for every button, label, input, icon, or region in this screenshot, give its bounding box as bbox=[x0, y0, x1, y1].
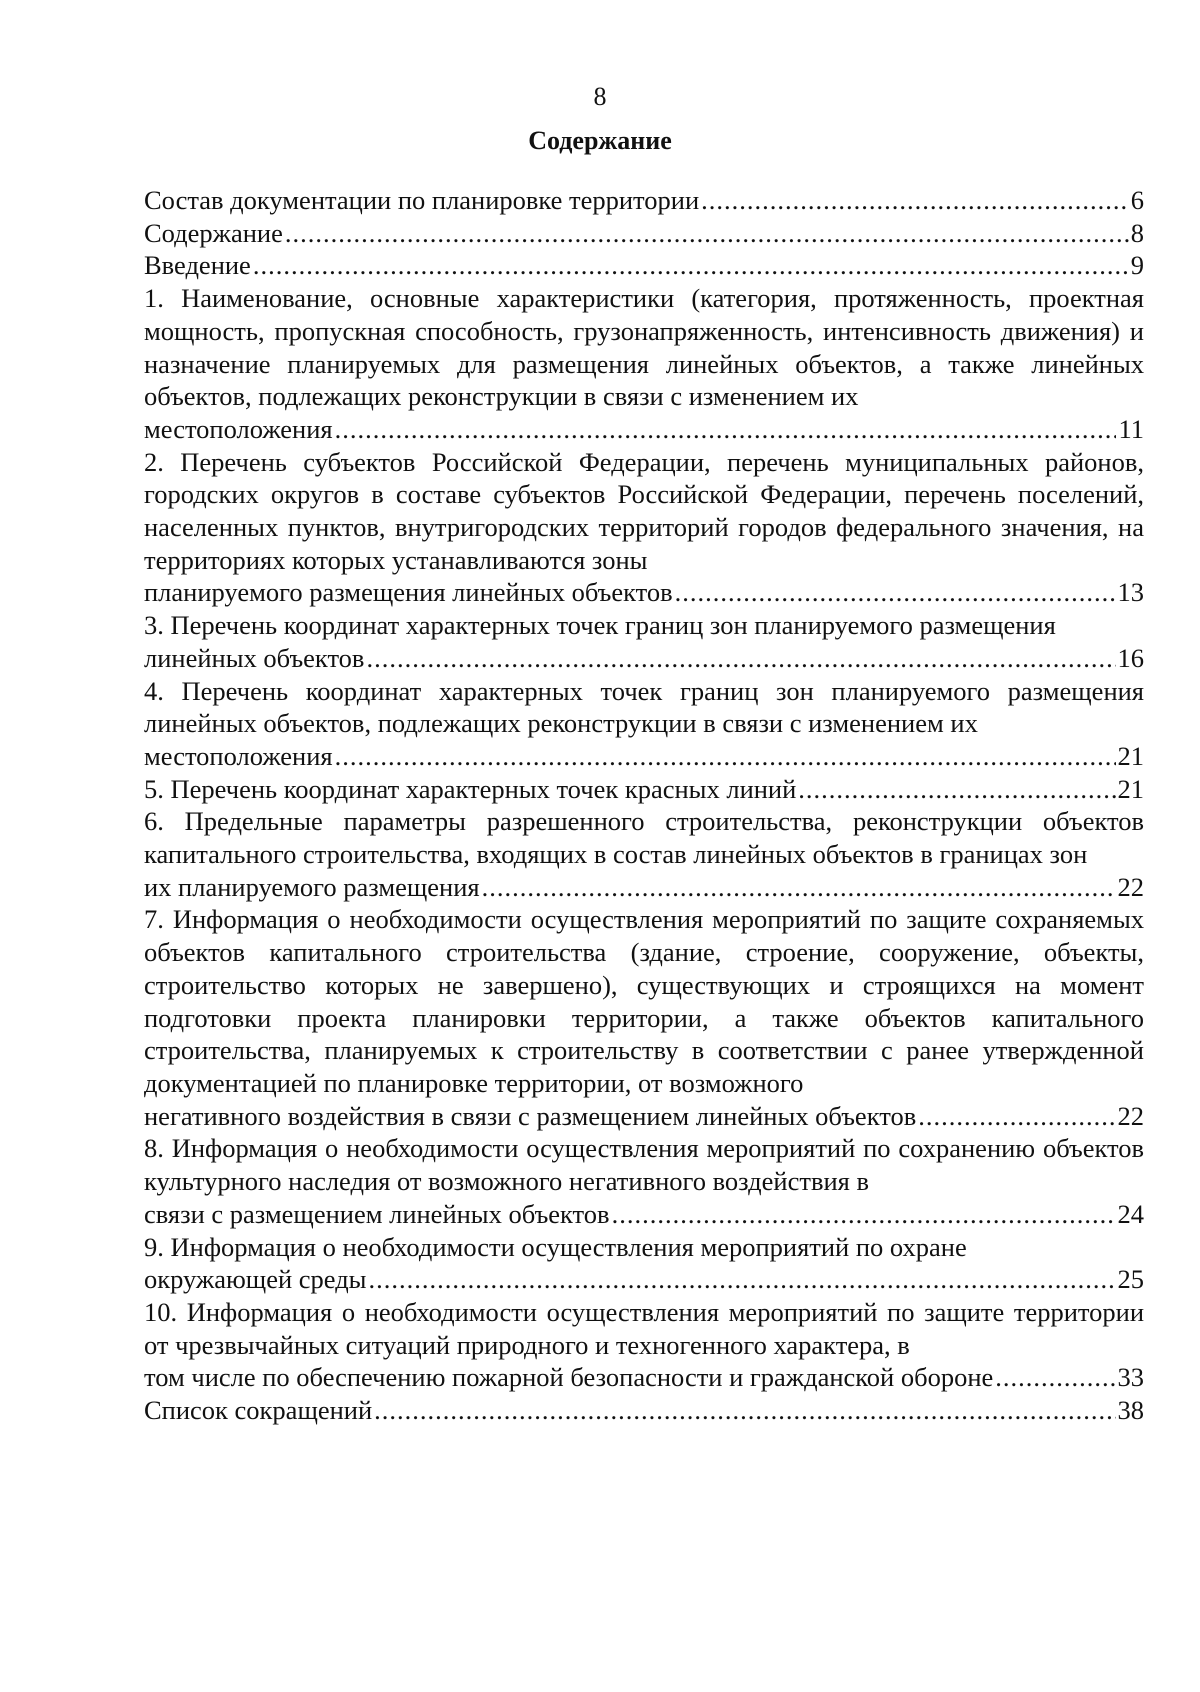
toc-entry-last-line bbox=[144, 1198, 1144, 1231]
toc-entry-text: планируемого размещения линейных объектов bbox=[144, 577, 673, 608]
toc-leader-dots bbox=[995, 1361, 1115, 1394]
toc-leader-dots bbox=[482, 871, 1116, 904]
toc-entry-last-line bbox=[144, 1263, 1144, 1296]
toc-entry-lead: 9. Информация о необходимости осуществления мероприятий по охране bbox=[144, 1231, 967, 1262]
toc-entry-4[interactable] bbox=[144, 282, 1144, 446]
toc-page-number: 16 bbox=[1117, 642, 1144, 673]
toc-entry-lead: 4. Перечень координат характерных точек границ зон планируемого размещения линейных объектов, подлежащих реконструкции в связи с изменением их bbox=[144, 675, 1144, 739]
toc-entry-lead: 8. Информация о необходимости осуществления мероприятий по сохранению объектов культурного наследия от возможного негативного воздействия в bbox=[144, 1133, 1144, 1197]
toc-entry-5[interactable] bbox=[144, 446, 1144, 610]
toc-entry-lead: 7. Информация о необходимости осуществления мероприятий по защите сохраняемых объектов капитального строительства (здание, строение, сооружение, объекты, строительство которых не завершено), существующих и строящихся на момент подготовки проекта планировки территории, а также объектов капитального строительства, планируемых к строительству в соответствии с ранее утвержденной документацией по планировке территории, от возможного bbox=[144, 904, 1144, 1098]
toc-entry-text: линейных объектов bbox=[144, 642, 365, 673]
toc-entry-12[interactable] bbox=[144, 1231, 1144, 1296]
toc-page-number: 11 bbox=[1118, 413, 1144, 444]
toc-entry-14[interactable] bbox=[144, 1394, 1144, 1427]
toc-entry-text: негативного воздействия в связи с размещением линейных объектов bbox=[144, 1100, 917, 1131]
toc-entry-text: местоположения bbox=[144, 413, 333, 444]
toc-entry-text: Состав документации по планировке территории bbox=[144, 185, 700, 215]
toc-entry-text: том числе по обеспечению пожарной безопасности и гражданской обороне bbox=[144, 1362, 994, 1393]
toc-entry-lead: 3. Перечень координат характерных точек границ зон планируемого размещения bbox=[144, 610, 1056, 641]
toc-page-number: 38 bbox=[1117, 1395, 1144, 1426]
toc-entry-3[interactable] bbox=[144, 249, 1144, 282]
toc-entry-last-line bbox=[144, 740, 1144, 773]
toc-page-number: 33 bbox=[1117, 1362, 1144, 1393]
toc-entry-10[interactable] bbox=[144, 903, 1144, 1132]
toc-leader-dots bbox=[918, 1100, 1115, 1133]
toc-entry-lead: 6. Предельные параметры разрешенного строительства, реконструкции объектов капитального строительства, входящих в состав линейных объектов в границах зон bbox=[144, 806, 1144, 870]
toc-page-number: 24 bbox=[1117, 1198, 1144, 1229]
toc-page-number: 8 bbox=[1130, 217, 1144, 248]
toc-leader-dots bbox=[253, 249, 1129, 282]
toc-entry-last-line bbox=[144, 249, 1144, 282]
toc-entry-text: связи с размещением линейных объектов bbox=[144, 1198, 610, 1229]
toc-title: Содержание bbox=[528, 126, 672, 155]
toc-entry-last-line bbox=[144, 1100, 1144, 1133]
toc-entry-last-line bbox=[144, 413, 1144, 446]
toc-entry-text: их планируемого размещения bbox=[144, 871, 480, 902]
toc-entry-text: Введение bbox=[144, 250, 251, 281]
toc-entry-lead: 10. Информация о необходимости осуществления мероприятий по защите территории от чрезвычайных ситуаций природного и техногенного характера, в bbox=[144, 1296, 1144, 1360]
toc-entry-last-line bbox=[144, 184, 1144, 217]
toc-page-number: 6 bbox=[1130, 185, 1144, 215]
toc-page-number: 25 bbox=[1117, 1264, 1144, 1295]
toc-entry-last-line bbox=[144, 576, 1144, 609]
toc-leader-dots bbox=[701, 184, 1129, 217]
toc-entry-13[interactable] bbox=[144, 1296, 1144, 1394]
toc-page-number: 21 bbox=[1117, 773, 1144, 804]
toc-page-number: 22 bbox=[1117, 871, 1144, 902]
toc-entry-last-line bbox=[144, 217, 1144, 250]
table-of-contents bbox=[144, 184, 1144, 1427]
toc-leader-dots bbox=[335, 740, 1116, 773]
toc-leader-dots bbox=[335, 413, 1117, 446]
toc-leader-dots bbox=[612, 1198, 1116, 1231]
toc-entry-lead: 1. Наименование, основные характеристики (категория, протяженность, проектная мощность, пропускная способность, грузонапряженность, интенсивность движения) и назначение планируемых для размещения линейных объектов, а также линейных объектов, подлежащих реконструкции в связи с изменением их bbox=[144, 283, 1144, 412]
page-number: 8 bbox=[593, 82, 607, 111]
toc-entry-text: окружающей среды bbox=[144, 1264, 367, 1295]
toc-entry-lead: 2. Перечень субъектов Российской Федерации, перечень муниципальных районов, городских округов в составе субъектов Российской Федерации, перечень поселений, населенных пунктов, внутригородских территорий городов федерального значения, на территориях которых устанавливаются зоны bbox=[144, 446, 1144, 575]
toc-entry-text: местоположения bbox=[144, 740, 333, 771]
toc-entry-7[interactable] bbox=[144, 675, 1144, 773]
toc-entry-text: Список сокращений bbox=[144, 1395, 373, 1426]
toc-entry-text: 5. Перечень координат характерных точек красных линий bbox=[144, 773, 797, 804]
toc-leader-dots bbox=[366, 642, 1115, 675]
toc-entry-last-line bbox=[144, 773, 1144, 806]
toc-entry-11[interactable] bbox=[144, 1132, 1144, 1230]
toc-leader-dots bbox=[798, 773, 1115, 806]
toc-page-number: 9 bbox=[1130, 250, 1144, 281]
toc-entry-9[interactable] bbox=[144, 805, 1144, 903]
toc-leader-dots bbox=[285, 217, 1129, 250]
toc-page-number: 22 bbox=[1117, 1100, 1144, 1131]
toc-entry-last-line bbox=[144, 1394, 1144, 1427]
toc-entry-last-line bbox=[144, 871, 1144, 904]
toc-leader-dots bbox=[675, 576, 1116, 609]
toc-page-number: 13 bbox=[1117, 577, 1144, 608]
toc-entry-2[interactable] bbox=[144, 217, 1144, 250]
toc-entry-last-line bbox=[144, 642, 1144, 675]
toc-entry-6[interactable] bbox=[144, 609, 1144, 674]
toc-entry-text: Содержание bbox=[144, 217, 283, 248]
toc-entry-8[interactable] bbox=[144, 773, 1144, 806]
toc-leader-dots bbox=[374, 1394, 1115, 1427]
toc-entry-1[interactable] bbox=[144, 184, 1144, 217]
toc-entry-last-line bbox=[144, 1361, 1144, 1394]
toc-leader-dots bbox=[368, 1263, 1115, 1296]
toc-page-number: 21 bbox=[1117, 740, 1144, 771]
